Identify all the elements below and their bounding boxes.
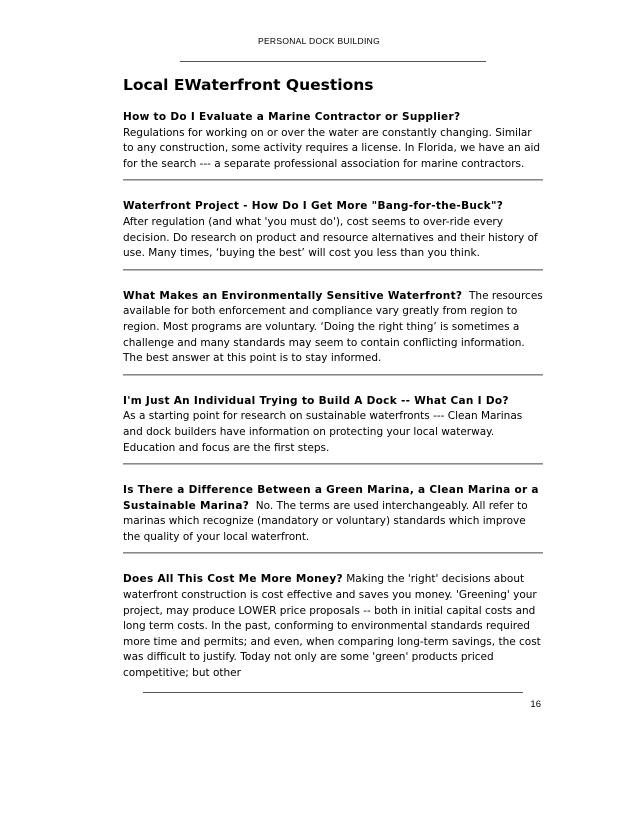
section-divider <box>123 552 543 554</box>
qa-section-1 <box>123 110 543 172</box>
qa-section-2 <box>123 199 543 261</box>
page-title: Local EWaterfront Questions <box>123 76 374 94</box>
section-divider <box>123 463 543 465</box>
section-divider <box>123 179 543 181</box>
question-heading: Does All This Cost Me More Money? <box>123 573 343 586</box>
page-number: 16 <box>530 699 541 710</box>
answer-text: After regulation (and what 'you must do'), cost seems to over-ride every decision. Do research on product and resource alternatives and their history of use. Many times, ‘buying the best’ will cost you less than you think. <box>123 215 538 260</box>
qa-section-6 <box>123 572 543 681</box>
question-heading: How to Do I Evaluate a Marine Contractor or Supplier? <box>123 111 461 123</box>
qa-section-4 <box>123 394 543 456</box>
question-heading: Waterfront Project - How Do I Get More "Bang-for-the-Buck"? <box>123 200 504 213</box>
question-heading: I'm Just An Individual Trying to Build A Dock -- What Can I Do? <box>123 394 509 407</box>
answer-text: No. The terms are used interchangeably. All refer to marinas which recognize (mandatory or voluntary) standards which improve the quality of your local waterfront. <box>123 499 528 543</box>
answer-text: The resources available for both enforcement and compliance vary greatly from region to region. Most programs are voluntary. ‘Doing the right thing’ is sometimes a challenge and many standards may seem to contain conflicting information. The best answer at this point is to stay informed. <box>123 289 543 365</box>
answer-text: Regulations for working on or over the water are constantly changing. Similar to any construction, some activity requires a license. In Florida, we have an aid for the search --- a separate professional association for marine contractors. <box>123 126 541 170</box>
page-content <box>123 76 543 682</box>
header-rule <box>180 61 486 62</box>
section-divider <box>123 269 543 271</box>
footer-rule <box>143 692 523 693</box>
question-heading: Is There a Difference Between a Green Marina, a Clean Marina or a Sustainable Marina? <box>123 484 539 512</box>
question-heading: What Makes an Environmentally Sensitive Waterfront? <box>123 289 463 302</box>
qa-section-5 <box>123 483 543 545</box>
running-header: PERSONAL DOCK BUILDING <box>257 36 380 46</box>
answer-text: As a starting point for research on sustainable waterfronts --- Clean Marinas and dock builders have information on protecting your local waterway. Education and focus are the first steps. <box>123 410 523 454</box>
section-divider <box>123 374 543 376</box>
qa-section-3 <box>123 289 543 367</box>
answer-text: Making the 'right' decisions about waterfront construction is cost effective and saves you money. 'Greening' your project, may produce LOWER price proposals -- both in initial capital costs and long term costs. In the past, conforming to environmental standards required more time and permits; and even, when comparing long-term savings, the cost was difficult to justify. Today not only are some 'green' products priced competitive; but other <box>123 573 541 680</box>
